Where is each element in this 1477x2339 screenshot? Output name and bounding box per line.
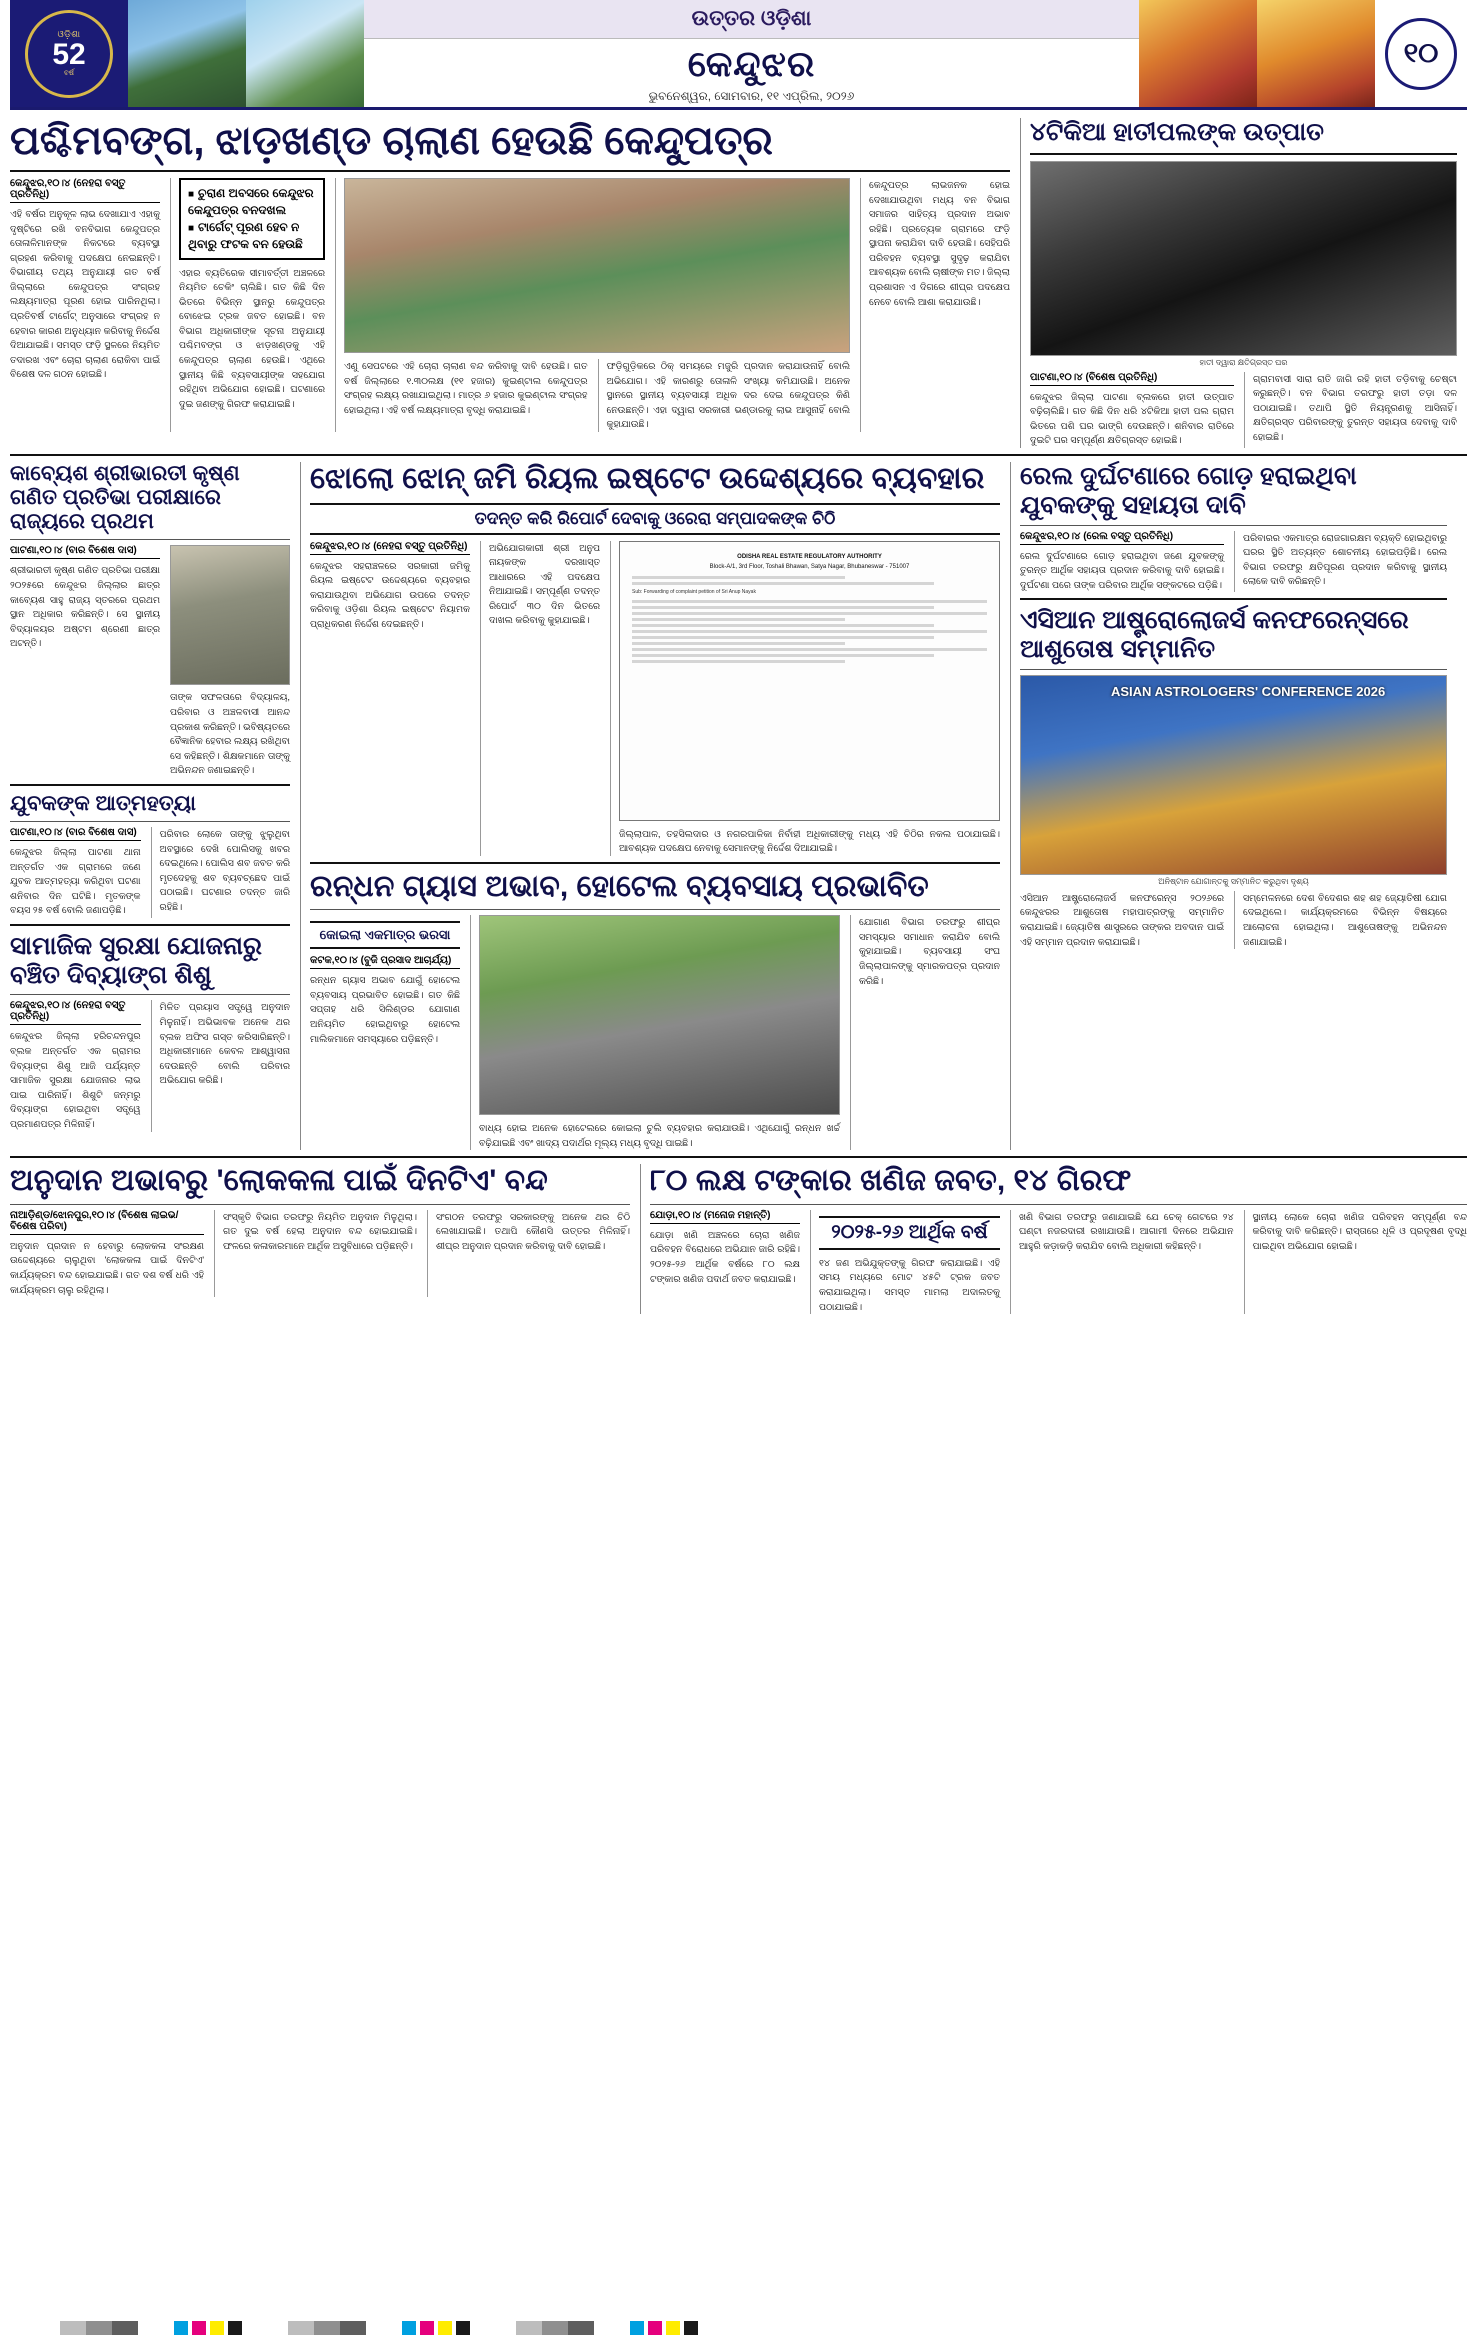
document-title: ODISHA REAL ESTATE REGULATORY AUTHORITY <box>737 553 882 560</box>
masthead-photo-chariot <box>1257 0 1375 107</box>
gas-coal-truck-photo <box>479 915 840 1115</box>
cmyk-patches-3 <box>630 2321 698 2335</box>
document-subtitle: Block-A/1, 3rd Floor, Toshali Bhawan, Satya Nagar, Bhubaneswar - 751007 <box>709 564 910 571</box>
gas-col-1: ରନ୍ଧନ ଗ୍ୟାସ ଅଭାବ ଯୋଗୁଁ ହୋଟେଲ ବ୍ୟବସାୟ ପ୍ରଭାବିତ ହୋଇଛି। ଗତ କିଛି ସପ୍ତାହ ଧରି ସିଲିଣ୍ଡର ଯୋଗାଣ ଅନିୟମିତ ହୋଇଥିବାରୁ ହୋଟେଲ ମାଲିକମାନେ ସମସ୍ୟାରେ ପଡ଼ିଛନ୍ତି। <box>310 974 460 1044</box>
lead-col-1: ଏହି ବର୍ଷର ଅନୁକୂଳ ଲାଭ ଦେଖାଯାଏ ଏହାକୁ ଦୃଷ୍ଟିରେ ରଖି ବନବିଭାଗ କେନ୍ଦୁପତ୍ର ତୋଳାଳିମାନଙ୍କ ନିକଟରେ ବ୍ୟବସ୍ଥା ଗ୍ରହଣ କରିବାକୁ ପଦକ୍ଷେପ ନେଇଛନ୍ତି। ବିଭାଗୀୟ ତଥ୍ୟ ଅନୁଯାୟୀ ଗତ ବର୍ଷ ଜିଲ୍ଲାରେ କେନ୍ଦୁପତ୍ର ସଂଗ୍ରହ ଲକ୍ଷ୍ୟମାତ୍ରା ପୂରଣ ହୋଇ ପାରିନଥିଲା। ପ୍ରତିବର୍ଷ ଟାର୍ଗେଟ୍ ଅନୁସାରେ ସଂଗ୍ରହ ନ ହେବାର କାରଣ ଅନୁଧ୍ୟାନ କରିବାକୁ ନିର୍ଦ୍ଦେଶ ଦିଆଯାଇଛି। ସମସ୍ତ ଫଡ଼ି ସ୍ଥଳରେ ନିୟମିତ ତଦାରଖ ଏବଂ ଚୋରା ଚାଲାଣ ରୋକିବା ପାଇଁ ବିଶେଷ ଦଳ ଗଠନ ହୋଇଛି। <box>10 208 160 380</box>
lead-byline: କେନ୍ଦୁଝର,୧୦।୪ (ନେହରା ବସ୍ତୁ ପ୍ରତିନିଧି) <box>10 178 160 203</box>
mining-byline: ଯୋଡ଼ା,୧୦।୪ (ମନୋଜ ମହାନ୍ତି) <box>650 1210 800 1224</box>
logo-top-text: ଓଡ଼ିଶା <box>57 29 81 39</box>
lokakala-col-3: ସଂଗଠନ ତରଫରୁ ସରକାରଙ୍କୁ ଅନେକ ଥର ଚିଠି ଲେଖାଯାଇଛି। ତଥାପି କୌଣସି ଉତ୍ତର ମିଳିନାହିଁ। ଶୀଘ୍ର ଅନୁଦାନ ପ୍ରଦାନ କରିବାକୁ ଦାବି ହୋଇଛି। <box>436 1210 630 1252</box>
right-column-group <box>1010 462 1447 1150</box>
rail-byline: କେନ୍ଦୁଝର,୧୦।୪ (ରେଲ ବସ୍ତୁ ପ୍ରତିନିଧି) <box>1020 531 1224 545</box>
dateline: ଭୁବନେଶ୍ୱର, ସୋମବାର, ୧୧ ଏପ୍ରିଲ, ୨୦୨୬ <box>648 88 855 103</box>
land-byline: କେନ୍ଦୁଝର,୧୦।୪ (ନେହରା ବସ୍ତୁ ପ୍ରତିନିଧି) <box>310 541 470 555</box>
grey-scale-patches <box>60 2321 138 2335</box>
elephant-photo <box>1030 161 1457 356</box>
mining-col-4: ସ୍ଥାନୀୟ ଲୋକେ ଚୋରା ଖଣିଜ ପରିବହନ ସମ୍ପୂର୍ଣ୍ଣ ବନ୍ଦ କରିବାକୁ ଦାବି କରିଛନ୍ତି। ରାସ୍ତାରେ ଧୂଳି ଓ ପ୍ରଦୂଷଣ ବୃଦ୍ଧି ପାଇଥିବା ଅଭିଯୋଗ ହୋଇଛି। <box>1252 1210 1467 1252</box>
conf-photo-caption: ଅନିଷ୍ଟାନ ଯୋଗାନ୍ତକୁ ସମ୍ମାନିତ କରୁଥିବା ଦୃଶ୍ୟ <box>1158 876 1309 886</box>
conf-photo <box>1020 675 1447 875</box>
masthead <box>10 0 1467 110</box>
lead-col-2: ଏହାର ବ୍ୟତିରେକ ସୀମାବର୍ତ୍ତୀ ଅଞ୍ଚଳରେ ନିୟମିତ ଚେକିଂ ଚାଲିଛି। ଗତ କିଛି ଦିନ ଭିତରେ ବିଭିନ୍ନ ସ୍ଥାନରୁ କେନ୍ଦୁପତ୍ର ବୋଝେଇ ଟ୍ରକ ଜବତ ହୋଇଛି। ବନ ବିଭାଗ ଅଧିକାରୀଙ୍କ ସୂଚନା ଅନୁଯାୟୀ ପଶ୍ଚିମବଙ୍ଗ ଓ ଝାଡ଼ଖଣ୍ଡକୁ ଏହି କେନ୍ଦୁପତ୍ର ଚାଲାଣ ହେଉଛି। ଏଥିରେ ସ୍ଥାନୀୟ କିଛି ବ୍ୟବସାୟୀଙ୍କ ସହଯୋଗ ରହିଥିବା ଅଭିଯୋଗ ହୋଇଛି। ଘଟଣାରେ ଦୁଇ ଜଣଙ୍କୁ ଗିରଫ କରାଯାଇଛି। <box>179 266 325 409</box>
gas-byline: କଟକ,୧୦।୪ (ବୁଜି ପ୍ରସାଦ ଆଚାର୍ଯ୍ୟ) <box>310 955 460 969</box>
page-number: ୧୦ <box>1385 18 1457 90</box>
math-col-1: ଶ୍ରୀଭାରତୀ କୃଷ୍ଣ ଗଣିତ ପ୍ରତିଭା ପରୀକ୍ଷା ୨୦୨୫ରେ କେନ୍ଦୁଝର ଜିଲ୍ଲାର ଛାତ୍ର କାବ୍ୟେଶ ସାହୁ ରାଜ୍ୟ ସ୍ତରରେ ପ୍ରଥମ ସ୍ଥାନ ଅଧିକାର କରିଛନ୍ତି। ସେ ସ୍ଥାନୀୟ ବିଦ୍ୟାଳୟର ଅଷ୍ଟମ ଶ୍ରେଣୀ ଛାତ୍ର ଅଟନ୍ତି। <box>10 564 160 649</box>
land-col-2: ଅଭିଯୋଗକାରୀ ଶ୍ରୀ ଅନୁପ ନାୟକଙ୍କ ଦରଖାସ୍ତ ଆଧାରରେ ଏହି ପଦକ୍ଷେପ ନିଆଯାଇଛି। ସମ୍ପୂର୍ଣ୍ଣ ତଦନ୍ତ ରିପୋର୍ଟ ୩୦ ଦିନ ଭିତରେ ଦାଖଲ କରିବାକୁ କୁହାଯାଇଛି। <box>489 541 600 626</box>
masthead-photo-festival <box>1139 0 1257 107</box>
lead-col-5: କେନ୍ଦୁପତ୍ର ଲାଭଜନକ ହୋଇ ଦେଖାଯାଉଥିବା ମଧ୍ୟ ବନ ବିଭାଗ ସମାଜର ସାହିତ୍ୟ ପ୍ରଦାନ ଅଭାବ ରହିଛି। ପ୍ରତ୍ୟେକ ଗ୍ରାମରେ ଫଡ଼ି ସ୍ଥାପନା କରାଯିବା ଦାବି ହେଉଛି। ସେହିପରି ପରିବହନ ବ୍ୟବସ୍ଥା ସୁଦୃଢ଼ କରାଯିବା ଆବଶ୍ୟକ ବୋଲି ଚାଷୀଙ୍କ ମତ। ଜିଲ୍ଲା ପ୍ରଶାସନ ଏ ଦିଗରେ ଶୀଘ୍ର ପଦକ୍ଷେପ ନେବେ ବୋଲି ଆଶା କରାଯାଉଛି। <box>869 179 1010 307</box>
elephant-byline: ପାଟଣା,୧୦।୪ (ବିଶେଷ ପ୍ରତିନିଧି) <box>1030 372 1234 386</box>
rail-col-2: ପରିବାରର ଏକମାତ୍ର ରୋଜଗାରକ୍ଷମ ବ୍ୟକ୍ତି ହୋଇଥିବାରୁ ଘରର ସ୍ଥିତି ଅତ୍ୟନ୍ତ ଶୋଚନୀୟ ହୋଇପଡ଼ିଛି। ରେଲ ବିଭାଗ ତରଫରୁ କ୍ଷତିପୂରଣ ପ୍ରଦାନ କରିବାକୁ ସ୍ଥାନୀୟ ଲୋକେ ଦାବି କରିଛନ୍ତି। <box>1243 531 1447 587</box>
math-byline: ପାଟଣା,୧୦।୪ (ବାର ବିଶେଷ ଦାସ) <box>10 545 160 559</box>
child-headline: ସାମାଜିକ ସୁରକ୍ଷା ଯୋଜନାରୁ ବଞ୍ଚିତ ଦିବ୍ୟାଙ୍ଗ ଶିଶୁ <box>10 931 262 989</box>
lokakala-col-1: ଅନୁଦାନ ପ୍ରଦାନ ନ ହେବାରୁ ଲୋକକଳା ସଂରକ୍ଷଣ ଉଦ୍ଦେଶ୍ୟରେ ଚାଲୁଥିବା 'ଲୋକକଳା ପାଇଁ ଦିନଟିଏ' କାର୍ଯ୍ୟକ୍ରମ ବନ୍ଦ ହୋଇଯାଇଛି। ଗତ ଦଶ ବର୍ଷ ଧରି ଏହି କାର୍ଯ୍ୟକ୍ରମ ଚାଲୁ ରହିଥିଲା। <box>10 1239 204 1295</box>
lead-col-3: ଏଣୁ ସେପଟରେ ଏହି ଚୋରା ଚାଲାଣ ବନ୍ଦ କରିବାକୁ ଦାବି ହେଉଛି। ଗତ ବର୍ଷ ଜିଲ୍ଲାରେ ୧.୩୦ଲକ୍ଷ (୧୧ ହଜାର) କୁଇଣ୍ଟାଲ କେନ୍ଦୁପତ୍ର ସଂଗ୍ରହ ଲକ୍ଷ୍ୟ ରଖାଯାଇଥିଲା। ମାତ୍ର ୬ ହଜାର କୁଇଣ୍ଟାଲ ସଂଗ୍ରହ ହୋଇଥିଲା। ଏହି ବର୍ଷ ଲକ୍ଷ୍ୟମାତ୍ରା ବୃଦ୍ଧି କରାଯାଇଛି। <box>344 360 588 415</box>
publication-logo <box>10 0 128 107</box>
lead-col-4: ଫଡ଼ିଗୁଡ଼ିକରେ ଠିକ୍ ସମୟରେ ମଜୁରି ପ୍ରଦାନ କରାଯାଉନାହିଁ ବୋଲି ଅଭିଯୋଗ। ଏହି କାରଣରୁ ତୋଳାଳି ସଂଖ୍ୟା କମିଯାଉଛି। ଅନେକ ସ୍ଥାନରେ ସ୍ଥାନୀୟ ବ୍ୟବସାୟୀ ଅଧିକ ଦର ଦେଇ କେନ୍ଦୁପତ୍ର କିଣି ନେଉଛନ୍ତି। ଏହା ଦ୍ୱାରା ସରକାରୀ ଭଣ୍ଡାରକୁ ଲାଭ ଆସୁନାହିଁ ବୋଲି କୁହାଯାଉଛି। <box>598 359 851 432</box>
mining-story <box>640 1164 1467 1314</box>
conf-headline: ଏସିଆନ ଆଷ୍ଟ୍ରୋଲୋଜର୍ସ କନଫରେନ୍ସରେ ଆଶୁତୋଷ ସମ୍ମାନିତ <box>1020 606 1409 664</box>
suicide-headline: ଯୁବକଙ୍କ ଆତ୍ମହତ୍ୟା <box>10 791 196 815</box>
conf-col-1: ଏସିଆନ ଆଷ୍ଟ୍ରୋଲୋଜର୍ସ କନଫରେନ୍ସ ୨୦୨୬ରେ କେନ୍ଦୁଝରର ଆଶୁତୋଷ ମହାପାତ୍ରଙ୍କୁ ସମ୍ମାନିତ କରାଯାଇଛି। ଜ୍ୟୋତିଷ ଶାସ୍ତ୍ରରେ ତାଙ୍କର ଅବଦାନ ପାଇଁ ଏହି ସମ୍ମାନ ପ୍ରଦାନ କରାଯାଇଛି। <box>1020 891 1224 947</box>
lead-story <box>10 118 1010 448</box>
elephant-col-2: ଗ୍ରାମବାସୀ ସାରା ରାତି ଜାଗି ରହି ହାତୀ ତଡ଼ିବାକୁ ଚେଷ୍ଟା କରୁଛନ୍ତି। ବନ ବିଭାଗ ତରଫରୁ ହାତୀ ତଡ଼ା ଦଳ ପଠାଯାଇଛି। ତଥାପି ସ୍ଥିତି ନିୟନ୍ତ୍ରଣକୁ ଆସିନାହିଁ। କ୍ଷତିଗ୍ରସ୍ତ ପରିବାରଙ୍କୁ ତୁରନ୍ତ ସହାୟତା ଦେବାକୁ ଦାବି ହୋଇଛି। <box>1253 372 1457 443</box>
rail-headline: ରେଲ ଦୁର୍ଘଟଣାରେ ଗୋଡ଼ ହରାଇଥିବା ଯୁବକଙ୍କୁ ସହାୟତା ଦାବି <box>1020 462 1357 519</box>
gas-col-3: ଯୋଗାଣ ବିଭାଗ ତରଫରୁ ଶୀଘ୍ର ସମସ୍ୟାର ସମାଧାନ କରାଯିବ ବୋଲି କୁହାଯାଇଛି। ବ୍ୟବସାୟୀ ସଂଘ ଜିଲ୍ଲାପାଳଙ୍କୁ ସ୍ମାରକପତ୍ର ପ୍ରଦାନ କରିଛି। <box>859 916 1000 986</box>
bottom-block <box>10 1164 1467 1314</box>
elephant-col-1: କେନ୍ଦୁଝର ଜିଲ୍ଲା ପାଟଣା ବ୍ଲକରେ ହାତୀ ଉତ୍ପାତ ବଢ଼ିଚାଲିଛି। ଗତ କିଛି ଦିନ ଧରି ୪ଟିକିଆ ହାତୀ ପଲ ଗ୍ରାମ ଭିତରେ ପଶି ଘର ଭାଙ୍ଗି ଦେଉଛନ୍ତି। ଶନିବାର ରାତିରେ ଦୁଇଟି ଘର ସମ୍ପୂର୍ଣ୍ଣ କ୍ଷତିଗ୍ରସ୍ତ ହୋଇଛି। <box>1030 390 1234 446</box>
suicide-col-2: ପରିବାର ଲୋକେ ତାଙ୍କୁ ଝୁଲୁଥିବା ଅବସ୍ଥାରେ ଦେଖି ପୋଲିସକୁ ଖବର ଦେଇଥିଲେ। ପୋଲିସ ଶବ ଜବତ କରି ମୃତଦେହକୁ ଶବ ବ୍ୟବଚ୍ଛେଦ ପାଇଁ ପଠାଇଛି। ଘଟଣାର ତଦନ୍ତ ଜାରି ରହିଛି। <box>159 828 290 912</box>
gas-headline: ରନ୍ଧନ ଗ୍ୟାସ ଅଭାବ, ହୋଟେଲ ବ୍ୟବସାୟ ପ୍ରଭାବିତ <box>310 869 929 903</box>
mining-subhead: ୨୦୨୫-୨୬ ଆର୍ଥିକ ବର୍ଷ <box>819 1216 1000 1250</box>
conf-banner-text: ASIAN ASTROLOGERS' CONFERENCE 2026 <box>1111 683 1386 699</box>
lokakala-story <box>10 1164 630 1314</box>
math-col-2: ତାଙ୍କ ସଫଳତାରେ ବିଦ୍ୟାଳୟ, ପରିବାର ଓ ଅଞ୍ଚଳବାସୀ ଆନନ୍ଦ ପ୍ରକାଶ କରିଛନ୍ତି। ଭବିଷ୍ୟତରେ ବୈଜ୍ଞାନିକ ହେବାର ଲକ୍ଷ୍ୟ ରଖିଥିବା ସେ କହିଛନ୍ତି। ଶିକ୍ଷକମାନେ ତାଙ୍କୁ ଅଭିନନ୍ଦନ ଜଣାଇଛନ୍ତି। <box>170 691 290 776</box>
math-student-photo <box>170 545 290 685</box>
region-label: ଉତ୍ତର ଓଡ଼ିଶା <box>364 0 1139 38</box>
elephant-photo-caption: ହାତୀ ଦ୍ୱାରା କ୍ଷତିଗ୍ରସ୍ତ ଘର <box>1199 357 1288 367</box>
lead-kicker-2: ■ ଟାର୍ଗେଟ୍ ପୂରଣ ହେବ ନ ଥିବାରୁ ଫଟକ ବନ ହେଉଛି <box>188 219 316 253</box>
land-document-scan <box>619 541 1000 821</box>
gas-subhead: କୋଇଲା ଏକମାତ୍ର ଭରସା <box>310 921 460 949</box>
gas-col-2: ବାଧ୍ୟ ହୋଇ ଅନେକ ହୋଟେଲରେ କୋଇଲା ଚୁଲି ବ୍ୟବହାର କରାଯାଉଛି। ଏଥିଯୋଗୁଁ ରନ୍ଧନ ଖର୍ଚ୍ଚ ବଢ଼ିଯାଇଛି ଏବଂ ଖାଦ୍ୟ ପଦାର୍ଥର ମୂଲ୍ୟ ମଧ୍ୟ ବୃଦ୍ଧି ପାଇଛି। <box>479 1122 840 1148</box>
lead-kicker-1: ■ ଚୁରାଣ ଅବସରେ କେନ୍ଦୁଝର କେନ୍ଦୁପତ୍ର ବନଦଖଲ <box>188 185 316 219</box>
edition-title: କେନ୍ଦୁଝର <box>687 42 816 84</box>
print-registration-bar <box>0 2317 1477 2339</box>
left-column-group <box>10 462 290 1150</box>
conf-col-2: ସମ୍ମେଳନରେ ଦେଶ ବିଦେଶର ଶହ ଶହ ଜ୍ୟୋତିଷୀ ଯୋଗ ଦେଇଥିଲେ। କାର୍ଯ୍ୟକ୍ରମରେ ବିଭିନ୍ନ ବିଷୟରେ ଆଲୋଚନା ହୋଇଥିଲା। ଆଶୁତୋଷଙ୍କୁ ଅଭିନନ୍ଦନ ଜଣାଯାଇଛି। <box>1234 891 1447 949</box>
document-subject: Sub: Forwarding of complaint petition of Sri Anup Nayak <box>632 589 756 596</box>
grey-scale-patches-2 <box>288 2321 366 2335</box>
grey-scale-patches-3 <box>516 2321 594 2335</box>
land-headline: ଝୋଲୋ ଝୋନ୍ ଜମି ରିୟଲ ଇଷ୍ଟେଟ ଉଦ୍ଦେଶ୍ୟରେ ବ୍ୟବହାର <box>310 462 985 496</box>
lead-photo <box>344 178 850 353</box>
mining-col-2: ୧୪ ଜଣ ଅଭିଯୁକ୍ତଙ୍କୁ ଗିରଫ କରାଯାଇଛି। ଏହି ସମୟ ମଧ୍ୟରେ ମୋଟ ୪୫ଟି ଟ୍ରକ ଜବତ କରାଯାଇଥିଲା। ସମସ୍ତ ମାମଲା ଅଦାଲତକୁ ପଠାଯାଇଛି। <box>819 1256 1000 1312</box>
mining-col-1: ଯୋଡ଼ା ଖଣି ଅଞ୍ଚଳରେ ଚୋରା ଖଣିଜ ପରିବହନ ବିରୋଧରେ ଅଭିଯାନ ଜାରି ରହିଛି। ୨୦୨୫-୨୬ ଆର୍ଥିକ ବର୍ଷରେ ୮୦ ଲକ୍ଷ ଟଙ୍କାର ଖଣିଜ ପଦାର୍ଥ ଜବତ କରାଯାଇଛି। <box>650 1228 800 1284</box>
land-subhead: ତଦନ୍ତ କରି ରିପୋର୍ଟ ଦେବାକୁ ଓରେରା ସମ୍ପାଦକଙ୍କ ଚିଠି <box>310 503 1000 535</box>
land-col-1: କେନ୍ଦୁଝର ସହରାଞ୍ଚଳରେ ସରକାରୀ ଜମିକୁ ରିୟଲ ଇଷ୍ଟେଟ ଉଦ୍ଦେଶ୍ୟରେ ବ୍ୟବହାର କରାଯାଉଥିବା ଅଭିଯୋଗ ଉପରେ ତଦନ୍ତ କରିବାକୁ ଓଡ଼ିଶା ରିୟଲ ଇଷ୍ଟେଟ ନିୟାମକ ପ୍ରାଧିକରଣ ନିର୍ଦ୍ଦେଶ ଦେଇଛନ୍ତି। <box>310 559 470 629</box>
cmyk-patches-2 <box>402 2321 470 2335</box>
lokakala-headline: ଅନୁଦାନ ଅଭାବରୁ 'ଲୋକକଳା ପାଇଁ ଦିନଟିଏ' ବନ୍ଦ <box>10 1164 548 1198</box>
lokakala-byline: ନାଆଡ଼ିଣ୍ଡ/ଝୋନପୁର,୧୦।୪ (ବିଶେଷ ଲାଇଭ/ ବିଶେଷ ପରିବା) <box>10 1210 204 1235</box>
mining-headline: ୮୦ ଲକ୍ଷ ଟଙ୍କାର ଖଣିଜ ଜବତ, ୧୪ ଗିରଫ <box>650 1164 1132 1198</box>
masthead-photo-waterfall <box>246 0 364 107</box>
lead-headline: ପଶ୍ଚିମବଙ୍ଗ, ଝାଡ଼ଖଣ୍ଡ ଚାଲାଣ ହେଉଛି କେନ୍ଦୁପତ୍ର <box>10 119 773 163</box>
masthead-photo-temple <box>128 0 246 107</box>
suicide-col-1: କେନ୍ଦୁଝର ଜିଲ୍ଲା ପାଟଣା ଥାନା ଅନ୍ତର୍ଗତ ଏକ ଗ୍ରାମରେ ଜଣେ ଯୁବକ ଆତ୍ମହତ୍ୟା କରିଥିବା ଘଟଣା ଶନିବାର ଦିନ ଘଟିଛି। ମୃତକଙ୍କ ବୟସ ୨୫ ବର୍ଷ ବୋଲି ଜଣାପଡ଼ିଛି। <box>10 846 141 916</box>
lokakala-col-2: ସଂସ୍କୃତି ବିଭାଗ ତରଫରୁ ନିୟମିତ ଅନୁଦାନ ମିଳୁଥିଲା। ଗତ ଦୁଇ ବର୍ଷ ହେଲା ଅନୁଦାନ ବନ୍ଦ ହୋଇଯାଇଛି। ଫଳରେ କଳାକାରମାନେ ଆର୍ଥିକ ଅସୁବିଧାରେ ପଡ଼ିଛନ୍ତି। <box>223 1210 417 1252</box>
second-block <box>10 462 1467 1150</box>
child-col-2: ମିଳିତ ପ୍ରୟାସ ସତ୍ତ୍ୱେ ଅନୁଦାନ ମିଳୁନାହିଁ। ଅଭିଭାବକ ଅନେକ ଥର ବ୍ଲକ ଅଫିସ ଗସ୍ତ କରିସାରିଛନ୍ତି। ଅଧିକାରୀମାନେ କେବଳ ଆଶ୍ୱାସନା ଦେଉଛନ୍ତି ବୋଲି ପରିବାର ଅଭିଯୋଗ କରିଛି। <box>159 1001 290 1086</box>
page-number-container <box>1375 0 1467 107</box>
suicide-byline: ପାଟଣା,୧୦।୪ (ବାର ବିଶେଷ ଦାସ) <box>10 827 141 841</box>
logo-anniversary-number: 52 <box>52 38 86 71</box>
masthead-banner <box>364 0 1139 107</box>
lead-kicker-box <box>179 178 325 260</box>
middle-column-group <box>300 462 1000 1150</box>
land-col-3: ଜିଲ୍ଲାପାଳ, ତହସିଲଦାର ଓ ନଗରପାଳିକା ନିର୍ବାହୀ ଅଧିକାରୀଙ୍କୁ ମଧ୍ୟ ଏହି ଚିଠିର ନକଲ ପଠାଯାଇଛି। ଆବଶ୍ୟକ ପଦକ୍ଷେପ ନେବାକୁ ସେମାନଙ୍କୁ ନିର୍ଦ୍ଦେଶ ଦିଆଯାଇଛି। <box>619 827 1000 854</box>
child-byline: କେନ୍ଦୁଝର,୧୦।୪ (ନେହରା ବସ୍ତୁ ପ୍ରତିନିଧି) <box>10 1000 141 1025</box>
mining-col-3: ଖଣି ବିଭାଗ ତରଫରୁ ଜଣାଯାଇଛି ଯେ ଚେକ୍ ଗେଟରେ ୨୪ ଘଣ୍ଟା ନଜରଦାରୀ ରଖାଯାଉଛି। ଆଗାମୀ ଦିନରେ ଅଭିଯାନ ଆହୁରି କଡ଼ାକଡ଼ି କରାଯିବ ବୋଲି ଅଧିକାରୀ କହିଛନ୍ତି। <box>1019 1210 1234 1252</box>
elephant-headline: ୪ଟିକିଆ ହାତୀପଲଙ୍କ ଉତ୍ପାତ <box>1030 118 1324 146</box>
math-headline: କାବ୍ୟେଶ ଶ୍ରୀଭାରତୀ କୃଷ୍ଣ ଗଣିତ ପ୍ରତିଭା ପରୀକ୍ଷାରେ ରାଜ୍ୟରେ ପ୍ରଥମ <box>10 462 240 534</box>
elephant-story <box>1020 118 1457 448</box>
cmyk-patches-1 <box>174 2321 242 2335</box>
logo-bottom-text: ବର୍ଷ <box>64 70 74 77</box>
child-col-1: କେନ୍ଦୁଝର ଜିଲ୍ଲା ହରିଚନ୍ଦନପୁର ବ୍ଲକ ଅନ୍ତର୍ଗତ ଏକ ଗ୍ରାମର ଦିବ୍ୟାଙ୍ଗ ଶିଶୁ ଆଜି ପର୍ଯ୍ୟନ୍ତ ସାମାଜିକ ସୁରକ୍ଷା ଯୋଜନାର ଲାଭ ପାଇ ପାରିନାହିଁ। ଶିଶୁଟି ଜନ୍ମରୁ ଦିବ୍ୟାଙ୍ଗ ହୋଇଥିବା ସତ୍ତ୍ୱେ ପ୍ରମାଣପତ୍ର ମିଳିନାହିଁ। <box>10 1030 141 1129</box>
rail-col-1: ରେଲ ଦୁର୍ଘଟଣାରେ ଗୋଡ଼ ହରାଇଥିବା ଜଣେ ଯୁବକଙ୍କୁ ତୁରନ୍ତ ଆର୍ଥିକ ସହାୟତା ପ୍ରଦାନ କରିବାକୁ ଦାବି ହୋଇଛି। ଦୁର୍ଘଟଣା ପରେ ତାଙ୍କ ପରିବାର ଆର୍ଥିକ ସଙ୍କଟରେ ପଡ଼ିଛି। <box>1020 549 1224 590</box>
